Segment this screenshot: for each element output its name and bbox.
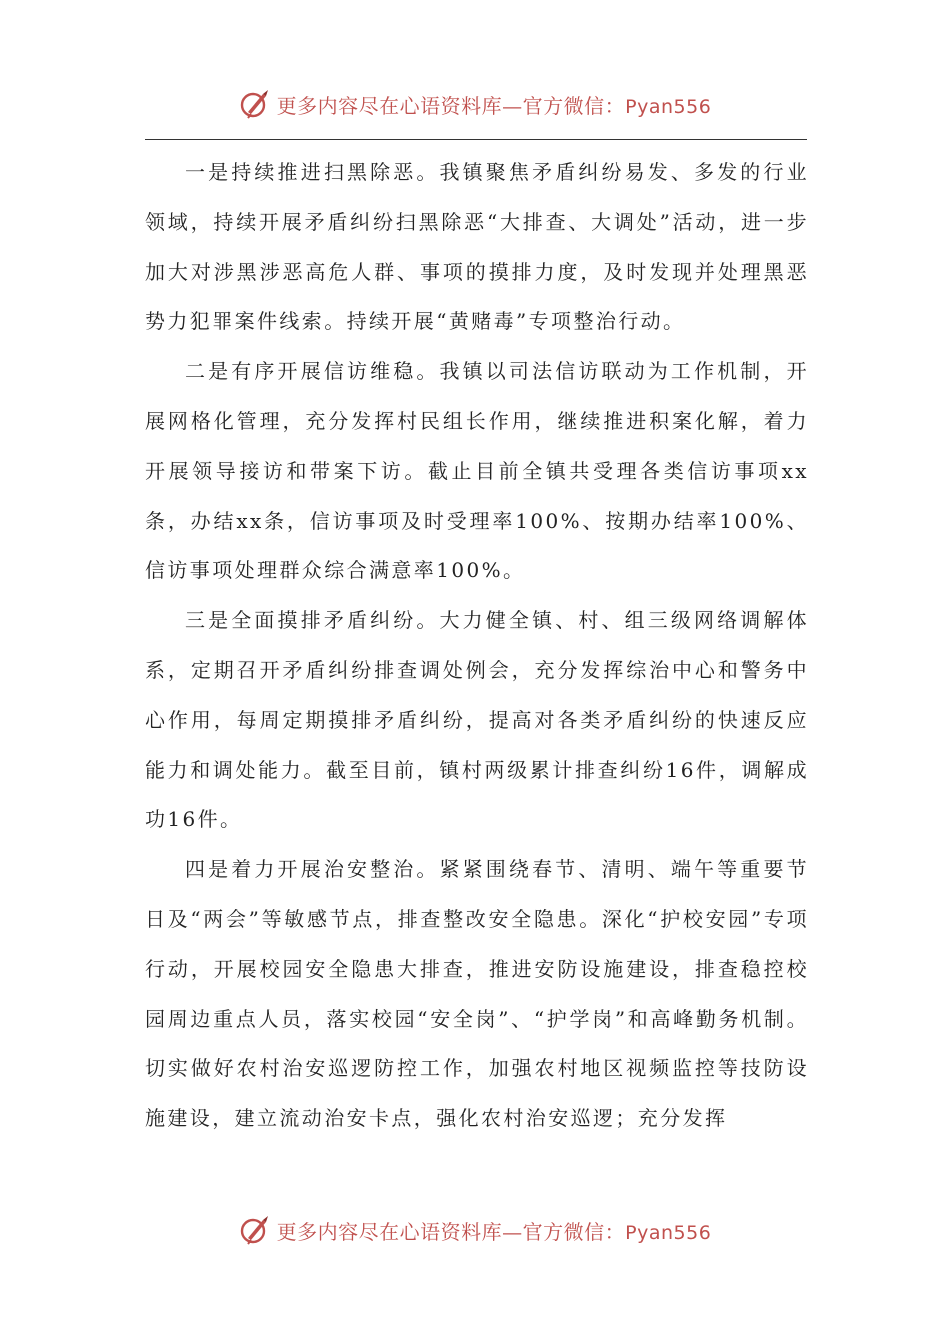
header-watermark — [0, 84, 950, 124]
quill-pen-icon — [239, 88, 271, 120]
wechat-id: Pyan556 — [625, 95, 712, 118]
paragraph-2: 二是有序开展信访维稳。我镇以司法信访联动为工作机制，开展网格化管理，充分发挥村民组长作用，继续推进积案化解，着力开展领导接访和带案下访。截止目前全镇共受理各类信访事项xx条，办结xx条，信访事项及时受理率100%、按期办结率100%、信访事项处理群众综合满意率100%。 — [145, 359, 809, 583]
wechat-id: Pyan556 — [625, 1221, 712, 1244]
paragraph-3: 三是全面摸排矛盾纠纷。大力健全镇、村、组三级网络调解体系，定期召开矛盾纠纷排查调处例会，充分发挥综治中心和警务中心作用，每周定期摸排矛盾纠纷，提高对各类矛盾纠纷的快速反应能力和调处能力。截至目前，镇村两级累计排查纠纷16件，调解成功16件。 — [145, 608, 809, 832]
document-body — [145, 148, 809, 1144]
header-divider — [145, 139, 807, 140]
watermark-text: 更多内容尽在心语资料库—官方微信：Pyan556 — [276, 1219, 712, 1244]
quill-pen-icon — [239, 1214, 271, 1246]
watermark-text: 更多内容尽在心语资料库—官方微信：Pyan556 — [276, 93, 712, 118]
paragraph-4: 四是着力开展治安整治。紧紧围绕春节、清明、端午等重要节日及“两会”等敏感节点，排查整改安全隐患。深化“护校安园”专项行动，开展校园安全隐患大排查，推进安防设施建设，排查稳控校园周边重点人员，落实校园“安全岗”、“护学岗”和高峰勤务机制。切实做好农村治安巡逻防控工作，加强农村地区视频监控等技防设施建设，建立流动治安卡点，强化农村治安巡逻；充分发挥 — [145, 857, 809, 1131]
paragraph-1: 一是持续推进扫黑除恶。我镇聚焦矛盾纠纷易发、多发的行业领域，持续开展矛盾纠纷扫黑除恶“大排查、大调处”活动，进一步加大对涉黑涉恶高危人群、事项的摸排力度，及时发现并处理黑恶势力犯罪案件线索。持续开展“黄赌毒”专项整治行动。 — [145, 160, 809, 334]
footer-watermark — [0, 1210, 950, 1250]
